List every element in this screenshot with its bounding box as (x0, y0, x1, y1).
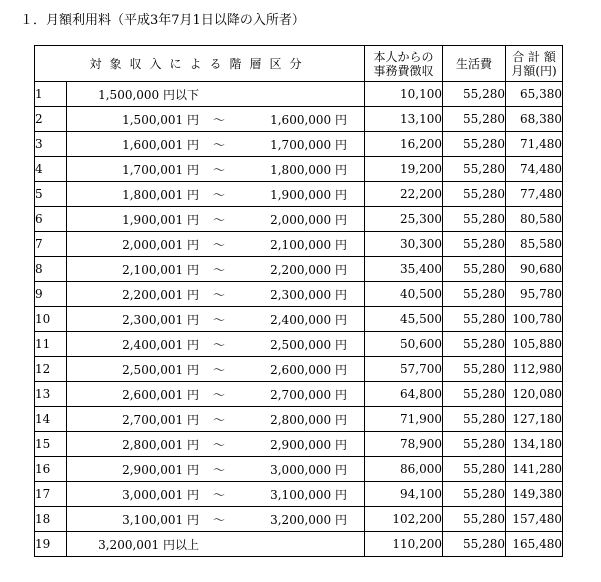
income-range (67, 382, 365, 407)
range-from: 1,900,001 円 (122, 212, 199, 227)
row-number: 5 (35, 182, 67, 207)
office-fee-cell: 57,700 (365, 357, 443, 382)
table-row (35, 257, 563, 282)
row-number: 17 (35, 482, 67, 507)
table-row (35, 157, 563, 182)
income-range (67, 407, 365, 432)
range-to: 2,700,000 円 (270, 387, 347, 402)
range-to: 1,800,000 円 (270, 162, 347, 177)
range-to: 2,400,000 円 (270, 312, 347, 327)
range-separator: ～ (212, 287, 225, 302)
table-header-row (35, 46, 563, 82)
income-range (67, 332, 365, 357)
living-cost-cell: 55,280 (443, 82, 506, 107)
row-number: 11 (35, 332, 67, 357)
table-row (35, 282, 563, 307)
office-fee-cell: 16,200 (365, 132, 443, 157)
row-number: 3 (35, 132, 67, 157)
table-row (35, 232, 563, 257)
range-to: 1,700,000 円 (270, 137, 347, 152)
income-range (67, 107, 365, 132)
range-from: 3,100,001 円 (122, 512, 199, 527)
office-fee-cell: 64,800 (365, 382, 443, 407)
living-cost-cell: 55,280 (443, 407, 506, 432)
total-cell: 112,980 (506, 357, 563, 382)
income-range (67, 357, 365, 382)
table-row (35, 307, 563, 332)
office-fee-cell: 35,400 (365, 257, 443, 282)
row-number: 12 (35, 357, 67, 382)
row-number: 6 (35, 207, 67, 232)
range-separator: ～ (212, 312, 225, 327)
living-cost-cell: 55,280 (443, 157, 506, 182)
income-range (67, 507, 365, 532)
range-separator: ～ (212, 437, 225, 452)
range-to: 2,300,000 円 (270, 287, 347, 302)
office-fee-cell: 10,100 (365, 82, 443, 107)
office-fee-cell: 45,500 (365, 307, 443, 332)
range-single: 1,500,000 円以下 (98, 87, 199, 102)
income-range (67, 257, 365, 282)
office-fee-cell: 22,200 (365, 182, 443, 207)
range-from: 1,800,001 円 (122, 187, 199, 202)
range-to: 2,200,000 円 (270, 262, 347, 277)
living-cost-cell: 55,280 (443, 357, 506, 382)
income-range (67, 82, 365, 107)
range-to: 3,000,000 円 (270, 462, 347, 477)
living-cost-cell: 55,280 (443, 382, 506, 407)
range-from: 2,400,001 円 (122, 337, 199, 352)
header-office-fee (365, 46, 443, 82)
total-cell: 127,180 (506, 407, 563, 432)
living-cost-cell: 55,280 (443, 432, 506, 457)
header-total-line2: 月額(円) (511, 63, 557, 78)
row-number: 2 (35, 107, 67, 132)
living-cost-cell: 55,280 (443, 257, 506, 282)
income-range (67, 532, 365, 557)
office-fee-cell: 110,200 (365, 532, 443, 557)
office-fee-cell: 86,000 (365, 457, 443, 482)
income-range (67, 157, 365, 182)
range-single: 3,200,001 円以上 (98, 537, 199, 552)
header-office-fee-line2: 事務費徴収 (373, 63, 434, 78)
row-number: 10 (35, 307, 67, 332)
row-number: 14 (35, 407, 67, 432)
range-separator: ～ (212, 387, 225, 402)
table-body (35, 82, 563, 557)
range-from: 1,600,001 円 (122, 137, 199, 152)
header-total (506, 46, 563, 82)
table-row (35, 182, 563, 207)
range-separator: ～ (212, 462, 225, 477)
office-fee-cell: 13,100 (365, 107, 443, 132)
office-fee-cell: 50,600 (365, 332, 443, 357)
table-row (35, 482, 563, 507)
income-range (67, 432, 365, 457)
table-row (35, 407, 563, 432)
total-cell: 71,480 (506, 132, 563, 157)
office-fee-cell: 25,300 (365, 207, 443, 232)
income-range (67, 132, 365, 157)
living-cost-cell: 55,280 (443, 182, 506, 207)
living-cost-cell: 55,280 (443, 232, 506, 257)
total-cell: 95,780 (506, 282, 563, 307)
table-row (35, 457, 563, 482)
range-separator: ～ (212, 112, 225, 127)
range-from: 2,900,001 円 (122, 462, 199, 477)
header-office-fee-line1: 本人からの (373, 49, 434, 64)
row-number: 18 (35, 507, 67, 532)
range-to: 1,900,000 円 (270, 187, 347, 202)
living-cost-cell: 55,280 (443, 107, 506, 132)
living-cost-cell: 55,280 (443, 207, 506, 232)
income-range (67, 207, 365, 232)
header-total-line1: 合 計 額 (512, 49, 556, 64)
total-cell: 134,180 (506, 432, 563, 457)
range-to: 3,100,000 円 (270, 487, 347, 502)
table-row (35, 357, 563, 382)
range-from: 2,100,001 円 (122, 262, 199, 277)
table-row (35, 532, 563, 557)
range-from: 1,500,001 円 (122, 112, 199, 127)
range-separator: ～ (212, 337, 225, 352)
income-range (67, 282, 365, 307)
range-separator: ～ (212, 412, 225, 427)
table-row (35, 107, 563, 132)
table-row (35, 382, 563, 407)
table-row (35, 82, 563, 107)
total-cell: 65,380 (506, 82, 563, 107)
row-number: 13 (35, 382, 67, 407)
range-to: 2,500,000 円 (270, 337, 347, 352)
income-range (67, 232, 365, 257)
header-income-bracket: 対象収入による階層区分 (35, 46, 365, 82)
row-number: 8 (35, 257, 67, 282)
header-living-cost: 生活費 (443, 46, 506, 82)
row-number: 19 (35, 532, 67, 557)
range-separator: ～ (212, 237, 225, 252)
total-cell: 77,480 (506, 182, 563, 207)
range-separator: ～ (212, 262, 225, 277)
total-cell: 141,280 (506, 457, 563, 482)
living-cost-cell: 55,280 (443, 332, 506, 357)
range-to: 2,900,000 円 (270, 437, 347, 452)
fee-table (34, 45, 563, 557)
office-fee-cell: 40,500 (365, 282, 443, 307)
range-to: 2,100,000 円 (270, 237, 347, 252)
range-from: 2,600,001 円 (122, 387, 199, 402)
range-separator: ～ (212, 487, 225, 502)
total-cell: 80,580 (506, 207, 563, 232)
table-row (35, 132, 563, 157)
range-from: 2,000,001 円 (122, 237, 199, 252)
living-cost-cell: 55,280 (443, 282, 506, 307)
range-from: 2,500,001 円 (122, 362, 199, 377)
range-from: 2,800,001 円 (122, 437, 199, 452)
total-cell: 120,080 (506, 382, 563, 407)
living-cost-cell: 55,280 (443, 482, 506, 507)
range-separator: ～ (212, 162, 225, 177)
total-cell: 90,680 (506, 257, 563, 282)
office-fee-cell: 78,900 (365, 432, 443, 457)
living-cost-cell: 55,280 (443, 507, 506, 532)
living-cost-cell: 55,280 (443, 307, 506, 332)
table-row (35, 207, 563, 232)
living-cost-cell: 55,280 (443, 457, 506, 482)
range-to: 2,800,000 円 (270, 412, 347, 427)
range-from: 3,000,001 円 (122, 487, 199, 502)
office-fee-cell: 19,200 (365, 157, 443, 182)
range-to: 3,200,000 円 (270, 512, 347, 527)
living-cost-cell: 55,280 (443, 132, 506, 157)
table-row (35, 432, 563, 457)
office-fee-cell: 102,200 (365, 507, 443, 532)
table-row (35, 507, 563, 532)
range-separator: ～ (212, 187, 225, 202)
row-number: 7 (35, 232, 67, 257)
range-from: 1,700,001 円 (122, 162, 199, 177)
range-to: 2,000,000 円 (270, 212, 347, 227)
range-separator: ～ (212, 362, 225, 377)
range-from: 2,700,001 円 (122, 412, 199, 427)
range-from: 2,200,001 円 (122, 287, 199, 302)
office-fee-cell: 30,300 (365, 232, 443, 257)
section-heading: １．月額利用料（平成3年7月1日以降の入所者） (20, 13, 305, 28)
income-range (67, 482, 365, 507)
total-cell: 157,480 (506, 507, 563, 532)
table-row (35, 332, 563, 357)
total-cell: 149,380 (506, 482, 563, 507)
range-from: 2,300,001 円 (122, 312, 199, 327)
total-cell: 68,380 (506, 107, 563, 132)
total-cell: 74,480 (506, 157, 563, 182)
row-number: 1 (35, 82, 67, 107)
income-range (67, 307, 365, 332)
row-number: 16 (35, 457, 67, 482)
total-cell: 105,880 (506, 332, 563, 357)
office-fee-cell: 94,100 (365, 482, 443, 507)
total-cell: 85,580 (506, 232, 563, 257)
row-number: 15 (35, 432, 67, 457)
range-to: 2,600,000 円 (270, 362, 347, 377)
range-to: 1,600,000 円 (270, 112, 347, 127)
income-range (67, 457, 365, 482)
range-separator: ～ (212, 212, 225, 227)
living-cost-cell: 55,280 (443, 532, 506, 557)
office-fee-cell: 71,900 (365, 407, 443, 432)
row-number: 4 (35, 157, 67, 182)
total-cell: 100,780 (506, 307, 563, 332)
range-separator: ～ (212, 512, 225, 527)
range-separator: ～ (212, 137, 225, 152)
row-number: 9 (35, 282, 67, 307)
total-cell: 165,480 (506, 532, 563, 557)
income-range (67, 182, 365, 207)
